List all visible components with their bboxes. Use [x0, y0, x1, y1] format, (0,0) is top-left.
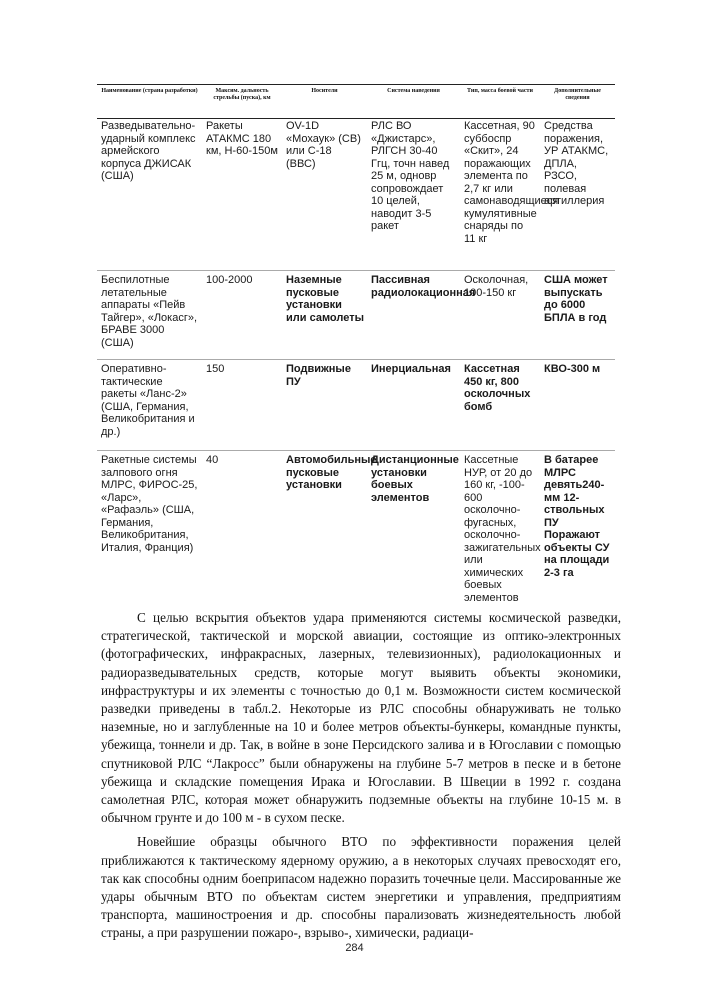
cell-extra: КВО-300 м	[540, 360, 615, 451]
cell-carriers: OV-1D «Мохаук» (СВ) или С-18 (ВВС)	[286, 120, 361, 170]
header-name: Наименование (страна разработки)	[101, 88, 198, 94]
cell-range: 100-2000	[202, 271, 282, 360]
table-row	[97, 360, 615, 451]
cell-extra: США может выпускать до 6000 БПЛА в год	[540, 271, 615, 360]
cell-range: 40	[202, 451, 282, 615]
cell-guidance: Дистанционные установки боевых элементов	[367, 451, 460, 615]
table-header-row	[97, 86, 615, 116]
cell-range: 150	[202, 360, 282, 451]
cell-carriers: Подвижные ПУ	[282, 360, 367, 451]
cell-warhead: Кассетная, 90 суббоспр «Скит», 24 поражающих элемента по 2,7 кг или самонаводящиеся кумулятивные снаряды по 11 кг	[464, 120, 559, 245]
cell-warhead: Кассетные НУР, от 20 до 160 кг, -100-600 осколочно-фугасных, осколочно-зажигательных или химических боевых элементов	[460, 451, 540, 615]
body-text	[101, 609, 621, 943]
header-carriers: Носители	[311, 88, 338, 94]
page-number: 284	[345, 942, 364, 954]
weapons-table	[97, 86, 615, 614]
table-top-rule	[97, 84, 615, 85]
table-row	[97, 271, 615, 360]
table-row	[97, 116, 615, 271]
header-warhead: Тип, масса боевой части	[467, 88, 533, 94]
cell-name: Беспилотные летательные аппараты «Пейв Тайгер», «Локасг», БРАВЕ 3000 (США)	[97, 271, 202, 360]
cell-guidance: РЛС ВО «Джистарс», РЛГСН 30-40 Ггц, точн навед 25 м, одновр сопровождает 10 целей, наводит 3-5 ракет	[371, 120, 450, 232]
paragraph: Новейшие образцы обычного ВТО по эффективности поражения целей приближаются к тактическому ядерному оружию, а в некоторых случаях превосходят его, так как способны одним боеприпасом надежно поразить точечные цели. Массированные же удары обычным ВТО по объектам систем энергетики и управления, предприятиям транспорта, машиностроения и др. способны парализовать жизнедеятельность любой страны, а при разрушении пожаро-, взрыво-, химически, радиаци-	[101, 834, 621, 941]
cell-range: Ракеты АТАКМС 180 км, Н-60-150м	[206, 120, 278, 157]
cell-name: Ракетные системы залпового огня МЛРС, ФИРОС-25, «Ларс», «Рафаэль» (США, Германия, Великобритания, Италия, Франция)	[97, 451, 202, 615]
cell-extra: В батарее МЛРС девять240-мм 12-ствольных ПУ Поражают объекты СУ на площади 2-3 га	[540, 451, 615, 615]
table-row	[97, 451, 615, 615]
paragraph: С целью вскрытия объектов удара применяются системы космической разведки, стратегической, тактической и морской авиации, состоящие из оптико-электронных (фотографических, инфракрасных, лазерных, телевизионных), радиолокационных и радиоразведывательных средств, которые могут выявить объекты экономики, инфраструктуры и их элементы с точностью до 0,1 м. Возможности систем космической разведки приведены в табл.2. Некоторые из РЛС способны обнаруживать не только наземные, но и заглубленные на 10 и более метров объекты-бункеры, командные пункты, убежища, тоннели и др. Так, в войне в зоне Персидского залива и в Югославии с помощью спутниковой РЛС “Лакросс” были обнаружены на глубине 5-7 метров в песке и в бетоне убежища и складские помещения Ирака и Югославии. В Швеции в 1992 г. создана самолетная РЛС, которая может обнаружить подземные объекты на глубине 10-15 м. в обычном грунте и до 100 м - в сухом песке.	[101, 610, 621, 826]
cell-warhead: Кассетная 450 кг, 800 осколочных бомб	[460, 360, 540, 451]
cell-warhead: Осколочная, 100-150 кг	[460, 271, 540, 360]
header-guidance: Система наведения	[387, 88, 440, 94]
cell-carriers: Автомобильные пусковые установки	[282, 451, 367, 615]
header-range: Максим. дальность стрельбы (пуска), км	[213, 88, 271, 101]
cell-guidance: Инерциальная	[367, 360, 460, 451]
cell-guidance: Пассивная радиолокационная	[367, 271, 460, 360]
header-extra: Дополнительные сведения	[554, 88, 601, 101]
cell-name: Разведывательно-ударный комплекс армейского корпуса ДЖИСАК (США)	[101, 120, 196, 182]
cell-carriers: Наземные пусковые установки или самолеты	[282, 271, 367, 360]
cell-extra: Средства поражения, УР АТАКМС, ДПЛА, РЗСО, полевая артиллерия	[544, 120, 609, 207]
cell-name: Оперативно-тактические ракеты «Ланс-2» (США, Германия, Великобритания и др.)	[97, 360, 202, 451]
